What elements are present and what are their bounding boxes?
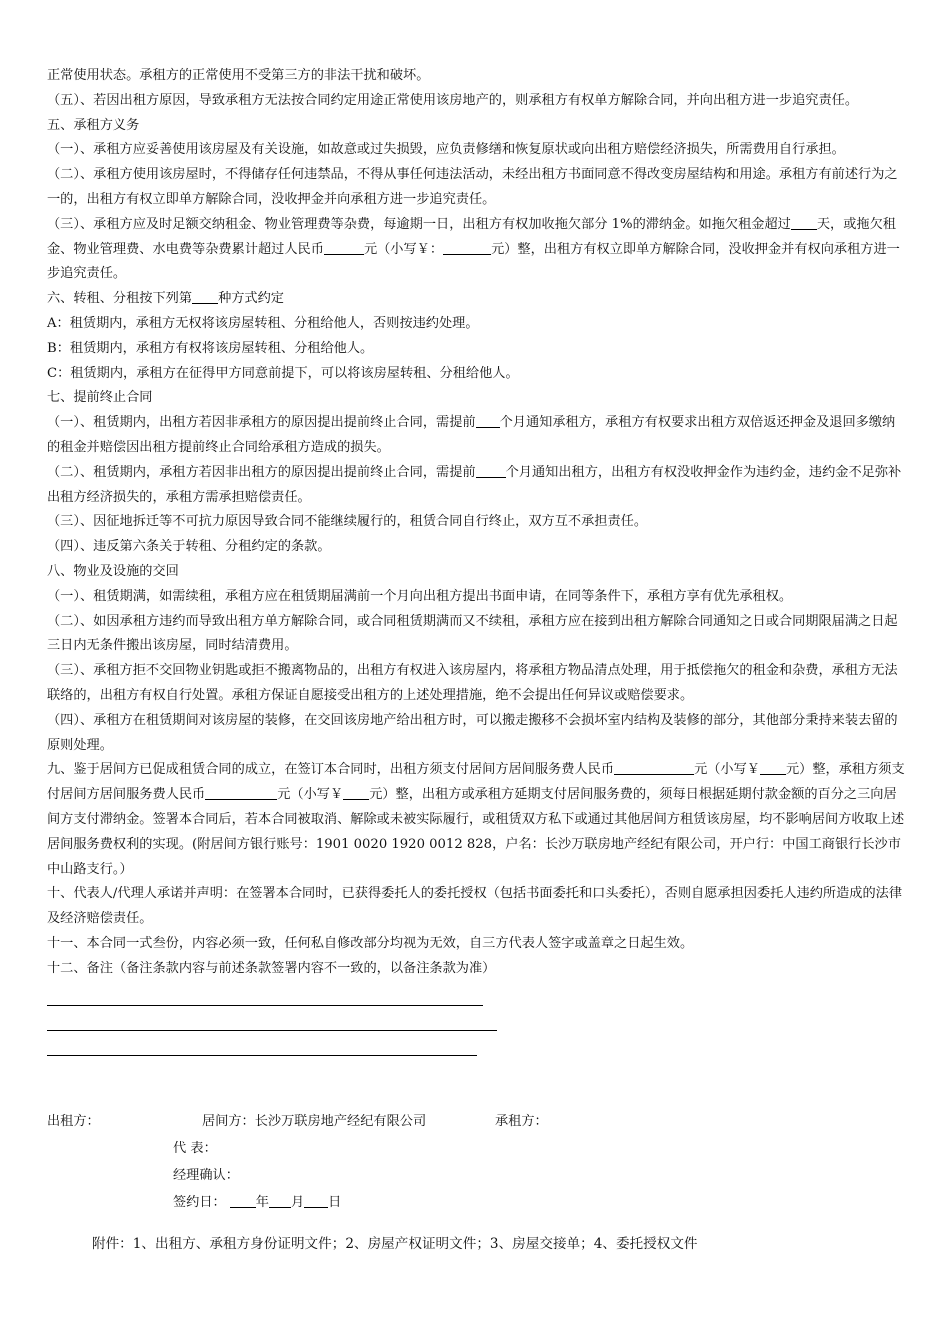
paragraph: [47, 461, 907, 511]
text: 元）整，承租方须支付居间方居间服务费人民币: [47, 762, 905, 803]
blank-day[interactable]: [304, 1193, 328, 1208]
paragraph: （五）、若因出租方原因，导致承租方无法按合同约定用途正常使用该房地产的，则承租方有权单方解除合同，并向出租方进一步追究责任。: [47, 92, 859, 108]
notes-line[interactable]: [47, 1030, 497, 1031]
blank-fee-lessee[interactable]: [205, 785, 277, 800]
text: 个月通知出租方，出租方有权没收押金作为违约金，违约金不足弥补出租方经济损失的，承租方需承担赔偿责任。: [47, 464, 902, 505]
paragraph: 十一、本合同一式叁份，内容必须一致，任何私自修改部分均视为无效，自三方代表人签字或盖章之日起生效。: [47, 935, 694, 951]
paragraph: （一）、承租方应妥善使用该房屋及有关设施，如故意或过失损毁，应负责修缮和恢复原状或向出租方赔偿经济损失，所需费用自行承担。: [47, 142, 845, 158]
paragraph: （一）、租赁期满，如需续租，承租方应在租赁期届满前一个月向出租方提出书面申请，在同等条件下，承租方享有优先承租权。: [47, 588, 793, 604]
paragraph-rent-terms: [47, 213, 907, 287]
date-label: 签约日：: [173, 1195, 226, 1210]
text: 元（小写￥：: [363, 241, 444, 257]
notes-line[interactable]: [47, 1005, 483, 1006]
blank-days[interactable]: [791, 215, 817, 230]
text: 元）整，出租方或承租方延期支付居间服务费的，须每日根据延期付款金额的百分之三向居间方支付滞纳金。签署本合同后，若本合同被取消、解除或未被实际履行，或租赁双方私下或通过其他居间方租赁该房屋，均不影响居间方收取上述居间服务费权利的实现。(附居间方银行账号：1901 0020 1920 0012 828，户名：长沙万联房地产经纪有限公司，开户行：中国工商银行长沙市中山路支行。）: [47, 787, 905, 877]
paragraph: （三）、承租方拒不交回物业钥匙或拒不搬离物品的，出租方有权进入该房屋内，将承租方物品清点处理，用于抵偿拖欠的租金和杂费，承租方无法联络的，出租方有权自行处置。承租方保证自愿接受出租方的上述处理措施，绝不会提出任何异议或赔偿要求。: [47, 663, 898, 703]
paragraph: 正常使用状态。承租方的正常使用不受第三方的非法干扰和破坏。: [47, 68, 430, 83]
blank-fee-lessor-small[interactable]: [760, 760, 786, 775]
sign-date: [173, 1191, 341, 1216]
blank-months[interactable]: [476, 413, 500, 428]
paragraph-service-fee: [47, 758, 907, 882]
sublet-option: C：租赁期内，承租方在征得甲方同意前提下，可以将该房屋转租、分租给他人。: [47, 365, 519, 381]
text: 个月通知承租方，承租方有权要求出租方双倍返还押金及退回多缴纳的租金并赔偿因出租方提前终止合同给承租方造成的损失。: [47, 415, 896, 455]
representative-label: 代 表：: [173, 1141, 217, 1156]
text: 种方式约定: [218, 291, 284, 307]
paragraph: [47, 411, 907, 461]
text: （一）、租赁期内，出租方若因非承租方的原因提出提前终止合同，需提前: [47, 415, 476, 431]
text: 六、转租、分租按下列第: [47, 291, 193, 307]
paragraph: （二）、如因承租方违约而导致出租方单方解除合同，或合同租赁期满而又不续租，承租方应在接到出租方解除合同通知之日或合同期限届满之日起三日内无条件搬出该房屋，同时结清费用。: [47, 613, 898, 654]
day-label: 日: [328, 1195, 342, 1210]
manager-confirm-label: 经理确认：: [173, 1168, 239, 1183]
month-label: 月: [290, 1195, 305, 1210]
attachments-line: 附件：1、出租方、承租方身份证明文件；2、房屋产权证明文件；3、房屋交接单；4、委托授权文件: [92, 1236, 698, 1252]
paragraph: 十、代表人/代理人承诺并声明：在签署本合同时，已获得委托人的委托授权（包括书面委托和口头委托），否则自愿承担因委托人违约所造成的法律及经济赔偿责任。: [47, 886, 903, 927]
text: 元）整，出租方有权立即单方解除合同，没收押金并有权向承租方进一步追究责任。: [47, 241, 900, 282]
paragraph: （四）、承租方在租赁期间对该房屋的装修，在交回该房地产给出租方时，可以搬走搬移不会损坏室内结构及装修的部分，其他部分秉持来装去留的原则处理。: [47, 712, 898, 753]
paragraph: （三）、因征地拆迁等不可抗力原因导致合同不能继续履行的，租赁合同自行终止，双方互不承担责任。: [47, 514, 648, 530]
blank-amount-small[interactable]: [443, 240, 491, 255]
sublet-option: B：租赁期内，承租方有权将该房屋转租、分租给他人。: [47, 340, 374, 356]
sublet-option: A：租赁期内，承租方无权将该房屋转租、分租给他人，否则按违约处理。: [47, 315, 479, 331]
blank-months[interactable]: [476, 463, 506, 478]
section-heading: 十二、备注（备注条款内容与前述条款签署内容不一致的，以备注条款为准）: [47, 960, 496, 976]
paragraph: （四）、违反第六条关于转租、分租约定的条款。: [47, 539, 331, 555]
section-heading: [47, 287, 907, 312]
text: （二）、租赁期内，承租方若因非出租方的原因提出提前终止合同，需提前: [47, 464, 476, 480]
section-heading: 八、物业及设施的交回: [47, 563, 179, 579]
lessee-label: 承租方：: [495, 1114, 548, 1129]
agent-label: 居间方：长沙万联房地产经纪有限公司: [202, 1114, 427, 1129]
year-label: 年: [255, 1195, 269, 1210]
text: 元（小写￥: [694, 762, 760, 778]
blank-fee-lessor[interactable]: [614, 760, 694, 775]
blank-year[interactable]: [230, 1193, 256, 1208]
text: 九、鉴于居间方已促成租赁合同的成立，在签订本合同时，出租方须支付居间方居间服务费人民币: [47, 762, 615, 778]
contract-body: [47, 64, 907, 1056]
blank-amount[interactable]: [324, 240, 364, 255]
blank-month[interactable]: [269, 1193, 291, 1208]
paragraph: （二）、承租方使用该房屋时，不得储存任何违禁品，不得从事任何违法活动，未经出租方书面同意不得改变房屋结构和用途。承租方有前述行为之一的，出租方有权立即单方解除合同，没收押金并向承租方进一步追究责任。: [47, 167, 898, 207]
lessor-label: 出租方：: [47, 1114, 100, 1129]
section-heading: 五、承租方义务: [47, 117, 140, 133]
text: 元（小写￥: [277, 787, 344, 803]
text: 天，或拖欠租金、物业管理费、水电费等杂费累计超过人民币: [47, 216, 896, 257]
text: （三）、承租方应及时足额交纳租金、物业管理费等杂费，每逾期一日，出租方有权加收拖欠部分 1%的滞纳金。如拖欠租金超过: [47, 216, 791, 232]
blank-fee-lessee-small[interactable]: [343, 785, 369, 800]
notes-line[interactable]: [47, 1055, 477, 1056]
section-heading: 七、提前终止合同: [47, 390, 153, 406]
blank-option[interactable]: [192, 289, 218, 304]
